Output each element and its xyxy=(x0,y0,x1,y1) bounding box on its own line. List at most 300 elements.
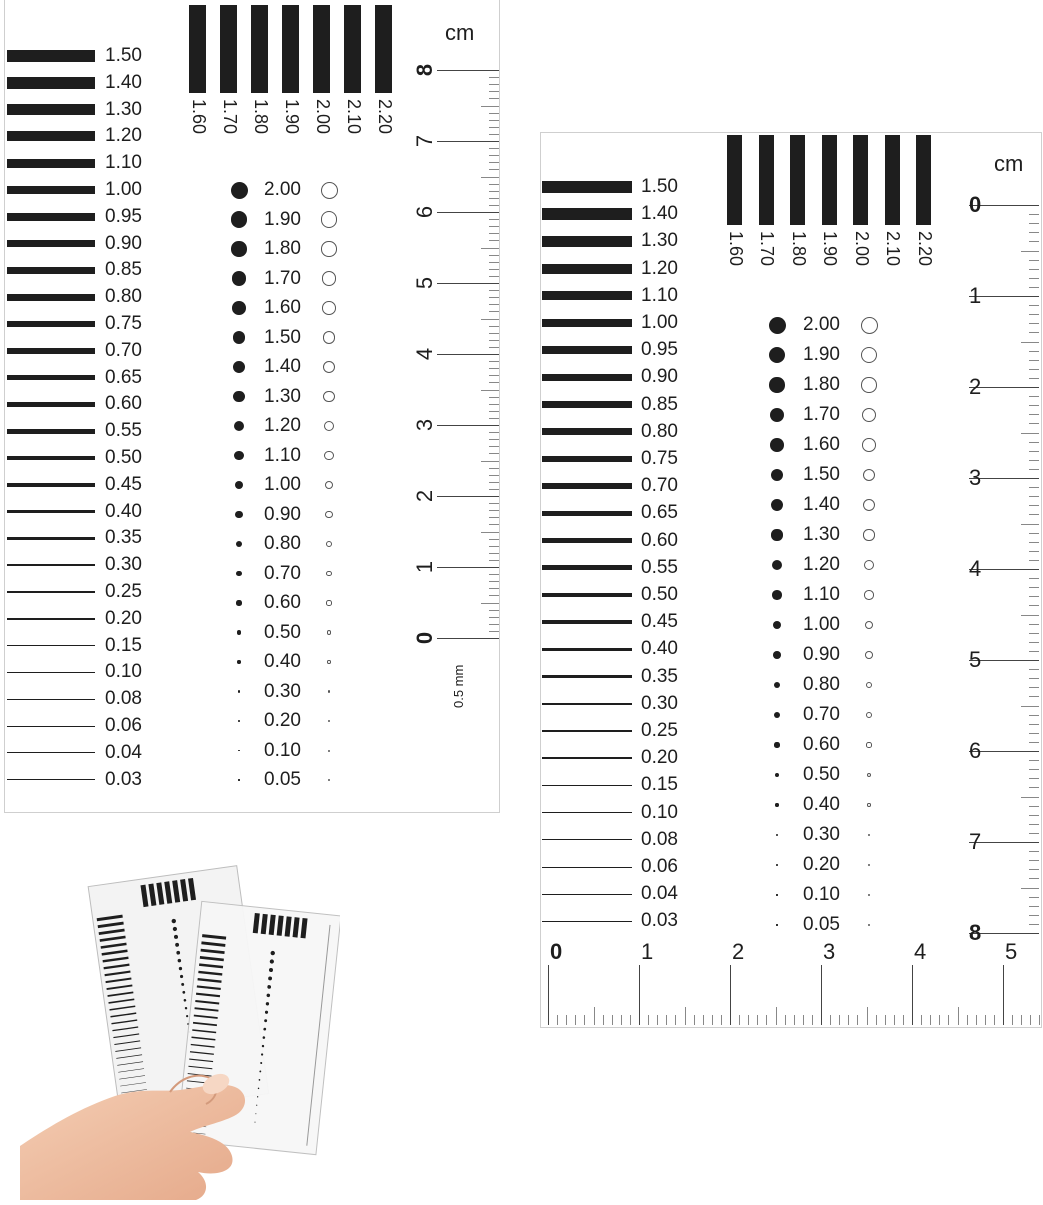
ruler-tick xyxy=(1029,760,1039,761)
width-bar xyxy=(542,785,632,786)
filled-dot xyxy=(235,481,244,490)
ruler-tick xyxy=(994,1015,995,1025)
width-bar xyxy=(542,894,632,895)
ruler-tick xyxy=(481,532,499,533)
ruler-tick xyxy=(489,595,499,596)
width-label: 1.10 xyxy=(105,152,142,174)
unit-label: cm xyxy=(445,20,475,45)
width-bar xyxy=(7,429,95,434)
ruler-tick xyxy=(1029,514,1039,515)
ruler-tick xyxy=(1021,615,1039,616)
dot-label: 1.40 xyxy=(803,494,840,515)
width-label: 0.30 xyxy=(105,554,142,576)
ruler-tick xyxy=(489,631,499,632)
ruler-tick xyxy=(489,560,499,561)
ruler-number: 8 xyxy=(969,920,982,945)
dot-label: 1.00 xyxy=(803,614,840,635)
ruler-tick xyxy=(1029,487,1039,488)
ruler-tick xyxy=(489,361,499,362)
ruler-tick xyxy=(1029,669,1039,670)
hollow-dot xyxy=(863,529,874,540)
ruler-tick xyxy=(437,212,499,213)
ruler-tick xyxy=(489,162,499,163)
ruler-tick xyxy=(657,1015,658,1025)
ruler-tick xyxy=(489,347,499,348)
filled-dot xyxy=(770,438,784,452)
ruler-tick xyxy=(489,134,499,135)
ruler-tick xyxy=(489,524,499,525)
dot-label: 1.00 xyxy=(264,474,301,495)
ruler-tick xyxy=(489,233,499,234)
hollow-dot xyxy=(323,361,335,373)
dot-label: 0.60 xyxy=(803,734,840,755)
hollow-dot xyxy=(326,541,333,548)
hollow-dot xyxy=(862,408,876,422)
filled-dot xyxy=(772,590,781,599)
dot-label: 1.80 xyxy=(264,238,301,259)
width-bar xyxy=(542,456,632,462)
top-bar xyxy=(251,5,268,93)
width-bar xyxy=(7,645,95,646)
filled-dot xyxy=(773,621,782,630)
ruler-tick xyxy=(776,1007,777,1025)
hollow-dot xyxy=(321,241,336,256)
dot-label: 0.30 xyxy=(803,824,840,845)
ruler-tick xyxy=(489,418,499,419)
dot-label: 2.00 xyxy=(803,314,840,335)
dot-label: 0.10 xyxy=(803,884,840,905)
ruler-tick xyxy=(489,127,499,128)
width-label: 0.40 xyxy=(641,638,678,660)
ruler-number: 5 xyxy=(412,276,438,290)
dot-label: 1.40 xyxy=(264,356,301,377)
dot-label: 0.20 xyxy=(803,854,840,875)
dot-label: 1.60 xyxy=(803,434,840,455)
ruler-tick xyxy=(489,539,499,540)
filled-dot xyxy=(769,317,786,334)
width-bar xyxy=(7,752,95,753)
ruler-tick xyxy=(748,1015,749,1025)
dot-label: 0.50 xyxy=(803,764,840,785)
width-label: 0.06 xyxy=(641,856,678,877)
width-bar xyxy=(542,730,632,732)
dot-label: 1.20 xyxy=(803,554,840,575)
width-bar xyxy=(7,321,95,327)
ruler-tick xyxy=(1021,524,1039,525)
ruler-tick xyxy=(1029,906,1039,907)
ruler-tick xyxy=(1029,278,1039,279)
width-bar xyxy=(542,839,632,840)
width-bar xyxy=(7,483,95,487)
width-label: 0.65 xyxy=(641,502,678,524)
ruler-tick xyxy=(489,581,499,582)
dot-label: 1.50 xyxy=(264,326,301,348)
ruler-tick xyxy=(489,489,499,490)
unit-label: cm xyxy=(994,151,1024,176)
ruler-tick xyxy=(489,262,499,263)
ruler-tick xyxy=(1029,824,1039,825)
filled-dot xyxy=(237,660,240,663)
width-label: 1.00 xyxy=(641,312,678,333)
ruler-tick xyxy=(1021,342,1039,343)
ruler-tick xyxy=(1029,314,1039,315)
ruler-tick xyxy=(481,106,499,107)
top-bar xyxy=(313,5,330,93)
dot-label: 0.70 xyxy=(803,704,840,725)
hollow-dot xyxy=(861,347,877,363)
filled-dot xyxy=(232,301,246,315)
width-bar xyxy=(542,236,632,247)
hollow-dot xyxy=(868,894,870,896)
ruler-tick xyxy=(739,1015,740,1025)
width-bar xyxy=(7,564,95,567)
ruler-tick xyxy=(489,205,499,206)
ruler-tick xyxy=(1029,505,1039,506)
width-bar xyxy=(542,648,632,651)
dot-label: 1.10 xyxy=(803,584,840,605)
ruler-tick xyxy=(1029,633,1039,634)
dot-label: 1.80 xyxy=(803,374,840,395)
hollow-dot xyxy=(868,864,870,866)
width-label: 0.25 xyxy=(641,720,678,741)
width-bar xyxy=(542,675,632,678)
dot-label: 1.90 xyxy=(803,344,840,365)
ruler-tick xyxy=(489,368,499,369)
ruler-tick xyxy=(757,1015,758,1025)
width-bar xyxy=(7,375,95,381)
top-bar-label: 2.10 xyxy=(883,231,903,267)
width-bar xyxy=(7,213,95,221)
ruler-tick xyxy=(594,1007,595,1025)
ruler-tick xyxy=(1029,287,1039,288)
filled-dot xyxy=(771,469,784,482)
width-label: 0.30 xyxy=(641,692,678,714)
ruler-tick xyxy=(489,375,499,376)
width-bar xyxy=(542,565,632,570)
width-bar xyxy=(7,50,95,63)
ruler-tick xyxy=(489,269,499,270)
ruler-number: 2 xyxy=(969,374,982,399)
ruler-tick xyxy=(1021,1015,1022,1025)
ruler-number: 3 xyxy=(969,465,982,490)
dot-label: 1.10 xyxy=(264,444,301,466)
filled-dot xyxy=(775,803,778,806)
width-bar xyxy=(7,456,95,460)
ruler-tick xyxy=(812,1015,813,1025)
ruler-number: 5 xyxy=(1005,939,1018,964)
ruler-tick xyxy=(976,1015,977,1025)
line-width-gauge-card-left xyxy=(4,0,500,813)
dot-label: 0.10 xyxy=(264,739,301,761)
width-bar xyxy=(7,348,95,354)
width-label: 0.95 xyxy=(105,205,142,227)
filled-dot xyxy=(775,773,779,777)
top-bar xyxy=(916,135,931,225)
top-bar-label: 1.60 xyxy=(188,99,209,135)
dot-label: 0.40 xyxy=(803,794,840,815)
ruler-tick xyxy=(489,610,499,611)
filled-dot xyxy=(234,451,243,460)
width-bar xyxy=(542,538,632,543)
ruler-tick xyxy=(712,1015,713,1025)
ruler-tick xyxy=(612,1015,613,1025)
width-bar xyxy=(7,672,95,673)
width-label: 0.65 xyxy=(105,366,142,388)
hollow-dot xyxy=(328,690,331,693)
ruler-tick xyxy=(489,588,499,589)
filled-dot xyxy=(236,541,243,548)
ruler-tick xyxy=(489,503,499,504)
width-bar xyxy=(542,757,632,759)
ruler-tick xyxy=(985,1015,986,1025)
hollow-dot xyxy=(863,469,876,482)
ruler-tick xyxy=(1029,551,1039,552)
ruler-number: 7 xyxy=(412,134,438,148)
ruler-tick xyxy=(489,510,499,511)
width-label: 1.50 xyxy=(105,45,142,66)
ruler-tick xyxy=(666,1015,667,1025)
width-label: 0.55 xyxy=(105,420,142,442)
ruler-tick xyxy=(489,276,499,277)
ruler-tick xyxy=(481,177,499,178)
width-bar xyxy=(542,291,632,300)
ruler-tick xyxy=(1029,460,1039,461)
ruler-tick xyxy=(437,354,499,355)
dot-label: 0.40 xyxy=(264,651,301,672)
dot-label: 1.70 xyxy=(803,404,840,425)
width-label: 0.45 xyxy=(105,473,142,495)
width-bar xyxy=(7,510,95,513)
ruler-tick xyxy=(766,1015,767,1025)
hollow-dot xyxy=(864,560,874,570)
ruler-tick xyxy=(912,965,913,1025)
width-label: 0.40 xyxy=(105,500,142,522)
width-label: 0.10 xyxy=(641,801,678,823)
ruler-tick xyxy=(1029,642,1039,643)
width-label: 0.08 xyxy=(641,828,678,850)
ruler-tick xyxy=(848,1015,849,1025)
filled-dot xyxy=(774,682,781,689)
ruler-tick xyxy=(948,1015,949,1025)
filled-dot xyxy=(233,391,244,402)
ruler-tick xyxy=(958,1007,959,1025)
ruler-tick xyxy=(489,290,499,291)
ruler-tick xyxy=(1029,878,1039,879)
ruler-number: 6 xyxy=(412,205,438,219)
ruler-tick xyxy=(1021,251,1039,252)
ruler-tick xyxy=(584,1015,585,1025)
ruler-tick xyxy=(489,468,499,469)
ruler-tick xyxy=(1029,442,1039,443)
ruler-tick xyxy=(489,482,499,483)
width-label: 0.90 xyxy=(641,366,678,388)
hollow-dot xyxy=(863,499,875,511)
ruler-tick xyxy=(1029,560,1039,561)
ruler-tick xyxy=(694,1015,695,1025)
top-bar xyxy=(822,135,837,225)
ruler-tick xyxy=(967,1015,968,1025)
width-label: 0.45 xyxy=(641,611,678,633)
ruler-tick xyxy=(1029,223,1039,224)
hollow-dot xyxy=(321,211,337,227)
filled-dot xyxy=(774,742,779,747)
ruler-tick xyxy=(489,255,499,256)
hollow-dot xyxy=(325,481,334,490)
ruler-tick xyxy=(1012,1015,1013,1025)
ruler-tick xyxy=(1029,733,1039,734)
ruler-tick xyxy=(489,226,499,227)
ruler-number: 0 xyxy=(412,631,438,645)
ruler-tick xyxy=(489,553,499,554)
ruler-tick xyxy=(1029,414,1039,415)
ruler-tick xyxy=(1029,724,1039,725)
ruler-tick xyxy=(1029,851,1039,852)
top-bar-label: 1.70 xyxy=(219,99,240,135)
hollow-dot xyxy=(868,834,871,837)
ruler-tick xyxy=(1029,578,1039,579)
filled-dot xyxy=(774,712,780,718)
ruler-tick xyxy=(489,446,499,447)
ruler-tick xyxy=(1021,706,1039,707)
filled-dot xyxy=(770,408,784,422)
ruler-tick xyxy=(930,1015,931,1025)
ruler-tick xyxy=(489,155,499,156)
width-label: 1.40 xyxy=(105,71,142,93)
hollow-dot xyxy=(861,377,876,392)
ruler-tick xyxy=(921,1015,922,1025)
hollow-dot xyxy=(864,590,873,599)
ruler-tick xyxy=(639,965,640,1025)
hollow-dot xyxy=(328,720,330,722)
width-bar xyxy=(7,267,95,274)
ruler-tick xyxy=(939,1015,940,1025)
filled-dot xyxy=(776,924,777,925)
filled-dot xyxy=(231,241,246,256)
filled-dot xyxy=(771,499,783,511)
ruler-tick xyxy=(894,1015,895,1025)
hollow-dot xyxy=(865,651,873,659)
ruler-tick xyxy=(1029,332,1039,333)
filled-dot xyxy=(231,182,248,199)
width-bar xyxy=(7,779,95,780)
top-bar xyxy=(759,135,774,225)
dot-label: 0.90 xyxy=(803,644,840,665)
hollow-dot xyxy=(323,391,334,402)
ruler-tick xyxy=(489,326,499,327)
top-bar-label: 2.20 xyxy=(914,231,935,267)
filled-dot xyxy=(234,421,244,431)
width-label: 0.85 xyxy=(105,259,142,281)
dot-label: 0.20 xyxy=(264,710,301,731)
filled-dot xyxy=(233,331,246,344)
width-bar xyxy=(7,699,95,700)
top-bar-label: 2.00 xyxy=(851,231,872,267)
ruler-tick xyxy=(1029,542,1039,543)
top-bar xyxy=(344,5,361,93)
hollow-dot xyxy=(867,773,871,777)
width-label: 1.40 xyxy=(641,203,678,225)
width-label: 1.30 xyxy=(105,98,142,120)
hollow-dot xyxy=(866,682,873,689)
top-bar xyxy=(375,5,392,93)
ruler-tick xyxy=(1029,778,1039,779)
ruler-tick xyxy=(489,219,499,220)
width-bar xyxy=(542,181,632,194)
ruler-tick xyxy=(489,404,499,405)
width-bar xyxy=(542,812,632,813)
width-bar xyxy=(542,593,632,597)
ruler-tick xyxy=(481,603,499,604)
width-label: 0.50 xyxy=(641,584,678,605)
hollow-dot xyxy=(326,571,332,577)
hollow-dot xyxy=(325,511,333,519)
dot-label: 0.90 xyxy=(264,503,301,525)
dot-label: 1.90 xyxy=(264,208,301,230)
ruler-number: 8 xyxy=(412,63,438,77)
ruler-tick xyxy=(481,319,499,320)
ruler-tick xyxy=(489,382,499,383)
top-bar xyxy=(220,5,237,93)
ruler-tick xyxy=(1029,405,1039,406)
dot-label: 0.30 xyxy=(264,680,301,702)
ruler-tick xyxy=(489,191,499,192)
hollow-dot xyxy=(324,451,333,460)
width-label: 0.35 xyxy=(641,665,678,687)
hollow-dot xyxy=(328,779,330,781)
width-label: 0.70 xyxy=(105,339,142,361)
ruler-tick xyxy=(1029,260,1039,261)
top-bar-label: 1.80 xyxy=(788,231,809,267)
width-label: 0.75 xyxy=(641,448,678,469)
ruler-tick xyxy=(489,517,499,518)
filled-dot xyxy=(776,894,777,895)
width-label: 0.80 xyxy=(641,420,678,442)
dot-label: 0.05 xyxy=(803,914,840,935)
mm-note: 0.5 mm xyxy=(451,664,466,708)
width-label: 0.70 xyxy=(641,475,678,497)
ruler-tick xyxy=(489,397,499,398)
width-bar xyxy=(542,264,632,274)
ruler-tick xyxy=(830,1015,831,1025)
filled-dot xyxy=(769,377,784,392)
ruler-tick xyxy=(1029,451,1039,452)
ruler-tick xyxy=(489,91,499,92)
width-bar xyxy=(7,159,95,168)
width-label: 0.10 xyxy=(105,661,142,683)
ruler-tick xyxy=(489,411,499,412)
width-bar xyxy=(7,537,95,540)
ruler-tick xyxy=(557,1015,558,1025)
ruler-tick xyxy=(603,1015,604,1025)
width-label: 0.55 xyxy=(641,556,678,578)
ruler-tick xyxy=(857,1015,858,1025)
ruler-tick xyxy=(839,1015,840,1025)
hand-holding-cards-illustration xyxy=(20,846,340,1200)
ruler-tick xyxy=(575,1015,576,1025)
ruler-tick xyxy=(489,546,499,547)
ruler-tick xyxy=(1029,496,1039,497)
dot-label: 0.70 xyxy=(264,562,301,584)
ruler-tick xyxy=(1021,797,1039,798)
ruler-tick xyxy=(489,184,499,185)
ruler-tick xyxy=(730,965,731,1025)
hollow-dot xyxy=(324,421,334,431)
ruler-tick xyxy=(1029,715,1039,716)
width-label: 0.25 xyxy=(105,581,142,602)
ruler-tick xyxy=(1029,232,1039,233)
ruler-tick xyxy=(489,77,499,78)
ruler-tick xyxy=(1029,423,1039,424)
